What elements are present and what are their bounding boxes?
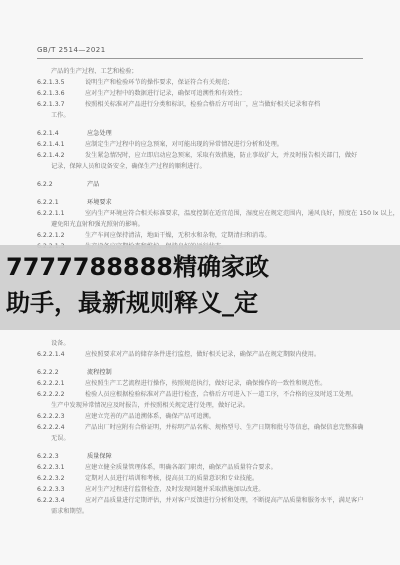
line-gap bbox=[37, 444, 363, 451]
clause-text: 生产中发现异常情况应及时报告，并按照相关规定进行处理，做好记录。 bbox=[51, 402, 249, 409]
clause-text: 应按照要求对产品的储存条件进行监控，做好相关记录，确保产品在规定期限内使用。 bbox=[85, 351, 321, 358]
clause-number: 6.2.2.3.1 bbox=[37, 464, 65, 471]
clause-text: 无误。 bbox=[51, 435, 70, 442]
body-line bbox=[37, 473, 363, 484]
body-line bbox=[37, 219, 363, 230]
clause-number: 6.2.1.4.1 bbox=[37, 141, 65, 148]
clause-text: 应对生产过程进行监督检查，及时发现问题并采取措施加以改进。 bbox=[85, 486, 265, 493]
clause-text: 产品的生产过程、工艺和检验； bbox=[51, 68, 138, 75]
clause-text: 应对产品质量进行定期评估，并对客户反馈进行分析和处理，不断提高产品质量和服务水平，满足客户 bbox=[85, 497, 364, 504]
clause-number: 6.2.2.1.1 bbox=[37, 210, 65, 217]
body-line bbox=[37, 389, 363, 400]
body-line bbox=[37, 150, 363, 161]
clause-text: 产品 bbox=[87, 181, 100, 188]
clause-text: 应制定生产过程中的应急预案，对可能出现的异常情况进行分析和处理。 bbox=[85, 141, 283, 148]
section-heading bbox=[37, 179, 363, 190]
body-line bbox=[37, 378, 363, 389]
body-line bbox=[37, 433, 363, 444]
document-body-bottom bbox=[37, 338, 363, 517]
clause-text: 记录，保障人员和设备安全，确保生产过程的顺利进行。 bbox=[51, 163, 206, 170]
body-line bbox=[37, 77, 363, 88]
clause-number: 6.2.2.3 bbox=[37, 453, 59, 460]
body-line bbox=[37, 400, 363, 411]
clause-text: 流程控制 bbox=[87, 369, 112, 376]
banner-title bbox=[6, 245, 398, 321]
clause-number: 6.2.2.1.2 bbox=[37, 232, 65, 239]
body-line bbox=[37, 99, 363, 110]
body-line bbox=[37, 422, 363, 433]
clause-text: 生产车间应保持清洁，地面干燥，无积水和杂物，定期清扫和消毒。 bbox=[85, 232, 271, 239]
body-line bbox=[37, 230, 363, 241]
clause-text: 避免阳光直射和强光照射的影响。 bbox=[51, 221, 144, 228]
clause-text: 应对生产过程中的数据进行记录，确保可追溯性和有效性； bbox=[85, 90, 246, 97]
section-heading bbox=[37, 451, 363, 462]
clause-number: 6.2.1.3.7 bbox=[37, 101, 65, 108]
body-line bbox=[37, 338, 363, 349]
body-line bbox=[37, 411, 363, 422]
clause-number: 6.2.2.1 bbox=[37, 199, 59, 206]
clause-number: 6.2.2.2.2 bbox=[37, 391, 65, 398]
document-header: GB/T 2514—2021 bbox=[37, 46, 106, 54]
clause-text: 应按照生产工艺流程进行操作，按照规范执行，做好记录，确保操作的一致性和规范性。 bbox=[85, 380, 327, 387]
body-line bbox=[37, 208, 399, 219]
clause-text: 环境要求 bbox=[87, 199, 112, 206]
clause-text: 按照相关标准对产品进行分类和标识，检验合格后方可出厂，应当做好相关记录和存档 bbox=[85, 101, 321, 108]
clause-number: 6.2.2.3.3 bbox=[37, 486, 65, 493]
clause-number: 6.2.2 bbox=[37, 181, 53, 188]
body-line bbox=[37, 161, 363, 172]
clause-text: 产品出厂时应附有合格证明，并标明产品名称、规格型号、生产日期和批号等信息，确保信息完整准确 bbox=[85, 424, 364, 431]
clause-text: 发生紧急情况时，应立即启动应急预案，采取有效措施，防止事故扩大，并及时报告相关部门，做好 bbox=[85, 152, 358, 159]
clause-number: 6.2.1.3.5 bbox=[37, 79, 65, 86]
section-heading bbox=[37, 367, 363, 378]
clause-text: 应急处理 bbox=[87, 130, 112, 137]
clause-number: 6.2.2.3.4 bbox=[37, 497, 65, 504]
clause-text: 工作。 bbox=[51, 112, 70, 119]
line-gap bbox=[37, 190, 363, 197]
clause-text: 定期对人员进行培训和考核，提高员工的质量意识和专业技能。 bbox=[85, 475, 259, 482]
clause-number: 6.2.2.2 bbox=[37, 369, 59, 376]
body-line bbox=[37, 66, 363, 77]
banner-title-line-2: 助手，最新规则释义_定 bbox=[6, 289, 258, 317]
line-gap bbox=[37, 172, 363, 179]
clause-text: 设备。 bbox=[51, 340, 70, 347]
clause-number: 6.2.1.3.6 bbox=[37, 90, 65, 97]
body-line bbox=[37, 349, 363, 360]
clause-text: 检验人员应根据检验标准对产品进行检查，合格后方可进入下一道工序，不合格的应及时返工处理。 bbox=[85, 391, 358, 398]
clause-number: 6.2.1.4.2 bbox=[37, 152, 65, 159]
clause-number: 6.2.2.1.4 bbox=[37, 351, 65, 358]
body-line bbox=[37, 506, 363, 517]
clause-number: 6.2.1.4 bbox=[37, 130, 59, 137]
clause-number: 6.2.2.2.4 bbox=[37, 424, 65, 431]
clause-text: 质量保障 bbox=[87, 453, 112, 460]
body-line bbox=[37, 484, 363, 495]
clause-text: 需求和期望。 bbox=[51, 508, 89, 515]
clause-text: 室内生产环境应符合相关标准要求，温度控制在适宜范围，湿度应在规定范围内，通风良好，照度在 150 lx 以上， bbox=[85, 210, 399, 217]
clause-number: 6.2.2.3.2 bbox=[37, 475, 65, 482]
line-gap bbox=[37, 121, 363, 128]
body-line bbox=[37, 495, 363, 506]
header-rule bbox=[37, 58, 363, 59]
section-heading bbox=[37, 128, 363, 139]
clause-text: 应建立健全质量管理体系，明确各部门职责，确保产品质量符合要求。 bbox=[85, 464, 277, 471]
clause-number: 6.2.2.2.1 bbox=[37, 380, 65, 387]
line-gap bbox=[37, 360, 363, 367]
overlay-banner bbox=[0, 245, 400, 330]
body-line bbox=[37, 139, 363, 150]
section-heading bbox=[37, 197, 363, 208]
body-line bbox=[37, 462, 363, 473]
clause-number: 6.2.2.2.3 bbox=[37, 413, 65, 420]
body-line bbox=[37, 110, 363, 121]
body-line bbox=[37, 88, 363, 99]
clause-text: 说明生产和检验环节的操作要求，保证符合有关规范； bbox=[85, 79, 234, 86]
clause-text: 应建立完善的产品追溯体系，确保产品可追溯。 bbox=[85, 413, 215, 420]
document-body-top bbox=[37, 66, 399, 252]
banner-title-line-1: 7777788888精确家政 bbox=[6, 253, 269, 281]
